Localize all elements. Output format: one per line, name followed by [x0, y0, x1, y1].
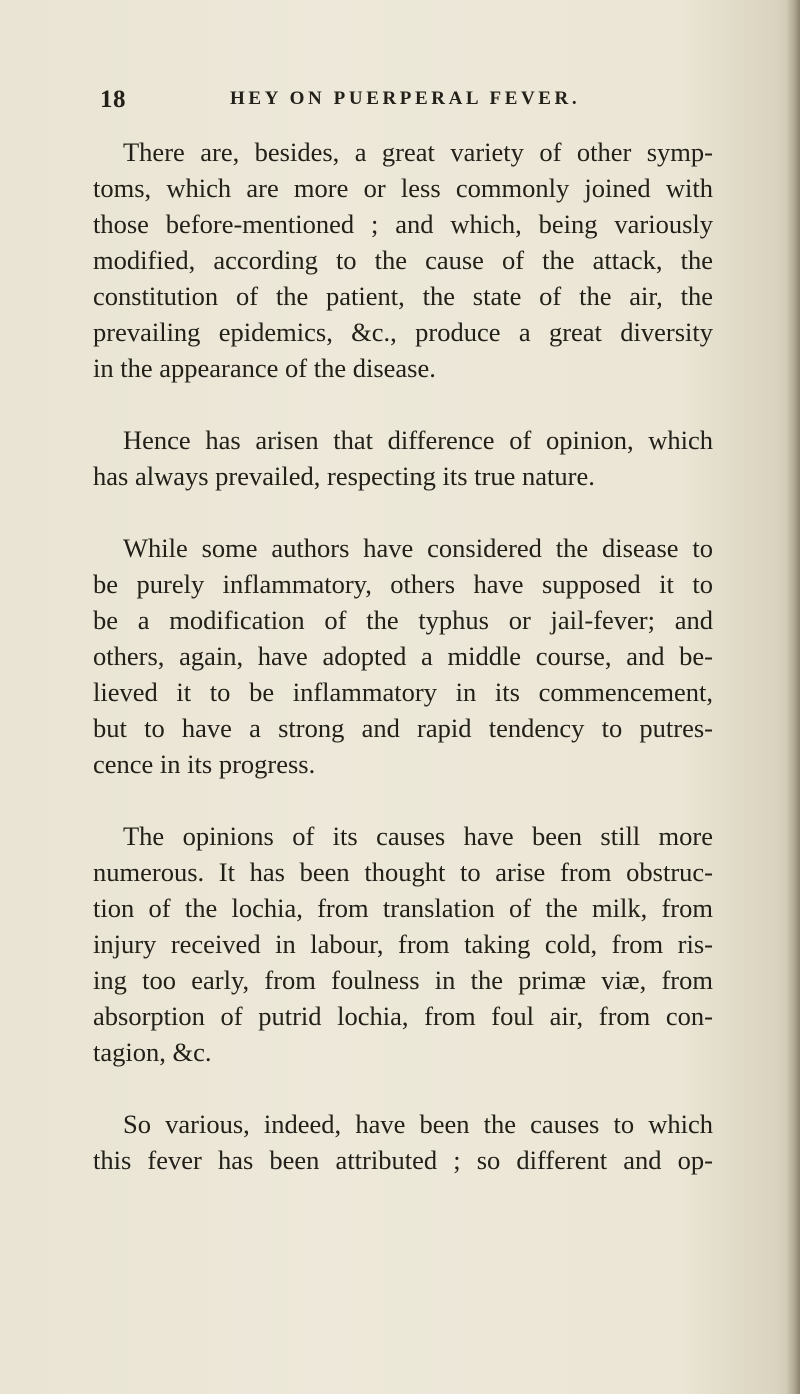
text-line: tagion, &c.: [93, 1037, 212, 1067]
text-line: those before-mentioned ; and which, being variously: [93, 209, 713, 239]
text-line: numerous. It has been thought to arise from obstruc-: [93, 857, 713, 887]
text-line: be purely inflammatory, others have supposed it to: [93, 569, 713, 599]
text-line: constitution of the patient, the state of the air, the: [93, 281, 713, 311]
text-line: lieved it to be inflammatory in its commencement,: [93, 677, 713, 707]
text-line: So various, indeed, have been the causes to which: [123, 1109, 713, 1139]
text-line: others, again, have adopted a middle course, and be-: [93, 641, 713, 671]
text-line: this fever has been attributed ; so different and op-: [93, 1145, 713, 1175]
paragraph-symptoms: [93, 134, 713, 386]
running-title: HEY ON PUERPERAL FEVER.: [230, 88, 581, 109]
running-head: [100, 86, 740, 116]
page-edge-shadow: [786, 0, 800, 1394]
paragraph-various: [93, 1106, 713, 1178]
text-line: cence in its progress.: [93, 749, 316, 779]
paragraph-causes: [93, 818, 713, 1070]
text-line: The opinions of its causes have been still more: [123, 821, 713, 851]
text-line: injury received in labour, from taking cold, from ris-: [93, 929, 713, 959]
text-line: but to have a strong and rapid tendency to putres-: [93, 713, 713, 743]
text-line: toms, which are more or less commonly joined with: [93, 173, 713, 203]
text-line: absorption of putrid lochia, from foul air, from con-: [93, 1001, 713, 1031]
text-line: be a modification of the typhus or jail-fever; and: [93, 605, 713, 635]
text-line: ing too early, from foulness in the primæ viæ, from: [93, 965, 713, 995]
text-line: tion of the lochia, from translation of the milk, from: [93, 893, 713, 923]
page-number: 18: [100, 86, 126, 113]
text-line: has always prevailed, respecting its true nature.: [93, 461, 595, 491]
paragraph-authors: [93, 530, 713, 782]
text-line: There are, besides, a great variety of other symp-: [123, 137, 713, 167]
text-line: modified, according to the cause of the attack, the: [93, 245, 713, 275]
text-line: While some authors have considered the disease to: [123, 533, 713, 563]
text-line: prevailing epidemics, &c., produce a great diversity: [93, 317, 713, 347]
text-line: in the appearance of the disease.: [93, 353, 436, 383]
body-text: [93, 134, 713, 1214]
text-line: Hence has arisen that difference of opinion, which: [123, 425, 713, 455]
paragraph-opinion: [93, 422, 713, 494]
